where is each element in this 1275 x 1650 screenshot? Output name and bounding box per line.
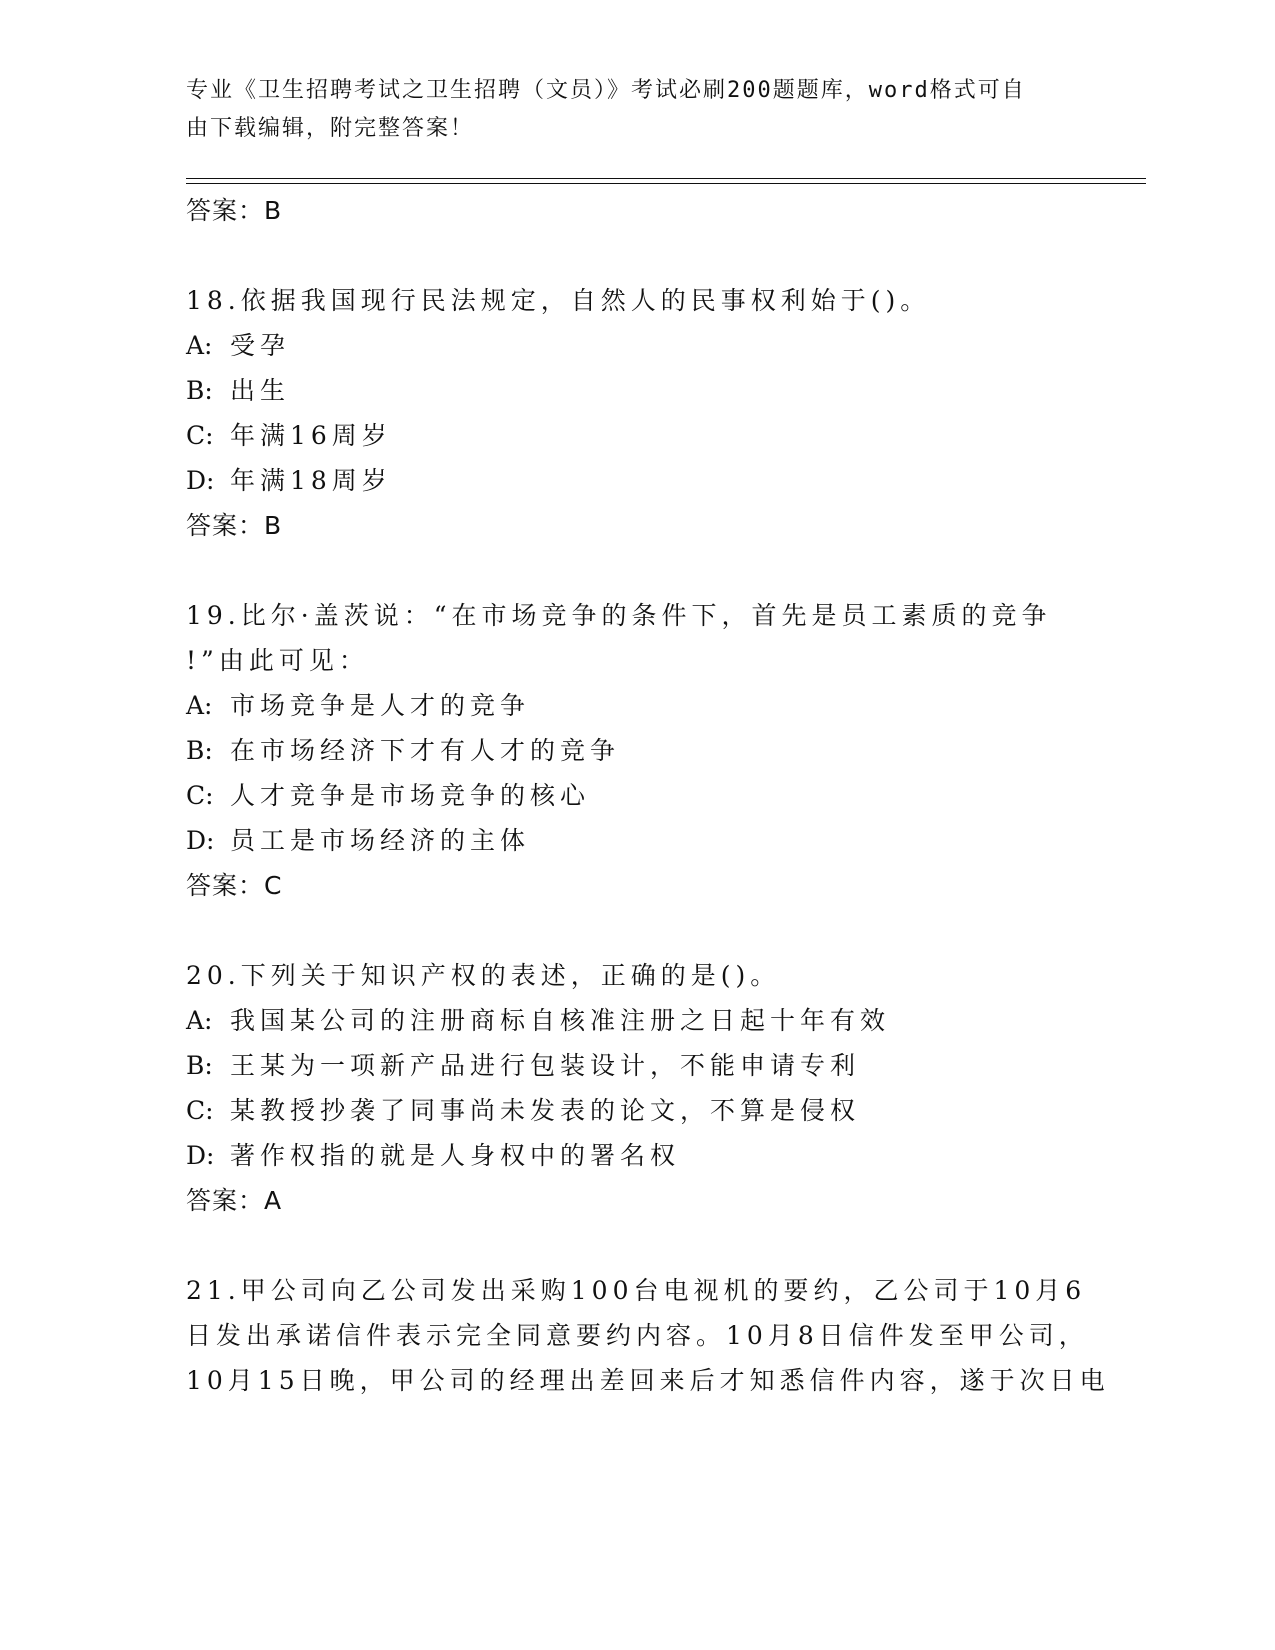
question-text-continued: 10月15日晚，甲公司的经理出差回来后才知悉信件内容，遂于次日电: [186, 1366, 1110, 1395]
answer-line: [186, 503, 1086, 548]
option-d: [186, 818, 1086, 863]
option-letter: D:: [186, 466, 215, 495]
option-d: [186, 1133, 1086, 1178]
question-text: 20.下列关于知识产权的表述，正确的是()。: [186, 961, 781, 990]
answer-value: C: [264, 871, 283, 900]
option-letter: D:: [186, 826, 215, 855]
option-b: [186, 368, 1086, 413]
question-text: 18.依据我国现行民法规定，自然人的民事权利始于()。: [186, 286, 931, 315]
option-letter: C:: [186, 781, 214, 810]
answer-line: [186, 1178, 1086, 1223]
question-text-continued: 日发出承诺信件表示完全同意要约内容。10月8日信件发至甲公司，: [186, 1321, 1089, 1350]
option-d: [186, 458, 1086, 503]
answer-value: B: [264, 196, 283, 225]
option-text: 王某为一项新产品进行包装设计，不能申请专利: [230, 1051, 861, 1080]
option-b: [186, 1043, 1086, 1088]
option-text: 年满16周岁: [230, 421, 392, 450]
answer-label: 答案：: [186, 511, 265, 540]
option-letter: A:: [186, 331, 213, 360]
option-text: 年满18周岁: [230, 466, 392, 495]
option-letter: C:: [186, 1096, 214, 1125]
option-text: 市场竞争是人才的竞争: [230, 691, 531, 720]
option-a: [186, 323, 1086, 368]
answer-label: 答案：: [186, 196, 265, 225]
option-text: 出生: [230, 376, 291, 405]
question-text: 21.甲公司向乙公司发出采购100台电视机的要约，乙公司于10月6: [186, 1276, 1087, 1305]
option-text: 我国某公司的注册商标自核准注册之日起十年有效: [230, 1006, 891, 1035]
option-c: [186, 413, 1086, 458]
question-21: [186, 1268, 1110, 1403]
answer-line: [186, 863, 1086, 908]
option-a: [186, 998, 1086, 1043]
option-text: 著作权指的就是人身权中的署名权: [230, 1141, 681, 1170]
option-letter: B:: [186, 736, 213, 765]
option-text: 人才竞争是市场竞争的核心: [230, 781, 591, 810]
header-divider-bottom: [186, 183, 1146, 184]
option-text: 员工是市场经济的主体: [230, 826, 531, 855]
option-letter: A:: [186, 691, 213, 720]
option-letter: D:: [186, 1141, 215, 1170]
answer-label: 答案：: [186, 871, 265, 900]
question-list: [186, 188, 1110, 1403]
option-text: 在市场经济下才有人才的竞争: [230, 736, 621, 765]
question-text: 19.比尔·盖茨说：“在市场竞争的条件下，首先是员工素质的竞争: [186, 601, 1052, 630]
question-text-continued: !”由此可见：: [186, 646, 369, 675]
header-line-2: 由下载编辑，附完整答案！: [186, 116, 475, 141]
header-line-1: 专业《卫生招聘考试之卫生招聘（文员）》考试必刷200题题库，word格式可自: [186, 78, 1026, 103]
header-divider-top: [186, 178, 1146, 179]
option-text: 某教授抄袭了同事尚未发表的论文，不算是侵权: [230, 1096, 861, 1125]
option-letter: B:: [186, 376, 213, 405]
option-a: [186, 683, 1086, 728]
answer-value: A: [264, 1186, 283, 1215]
answer-label: 答案：: [186, 1186, 265, 1215]
question-20: [186, 953, 1086, 1223]
question-18: [186, 278, 1086, 548]
option-c: [186, 773, 1086, 818]
option-text: 受孕: [230, 331, 291, 360]
option-letter: B:: [186, 1051, 213, 1080]
option-letter: C:: [186, 421, 214, 450]
answer-value: B: [264, 511, 283, 540]
document-header: [186, 72, 1066, 148]
question-19: [186, 593, 1086, 908]
answer-line: [186, 188, 1086, 233]
option-letter: A:: [186, 1006, 213, 1035]
option-c: [186, 1088, 1086, 1133]
option-b: [186, 728, 1086, 773]
